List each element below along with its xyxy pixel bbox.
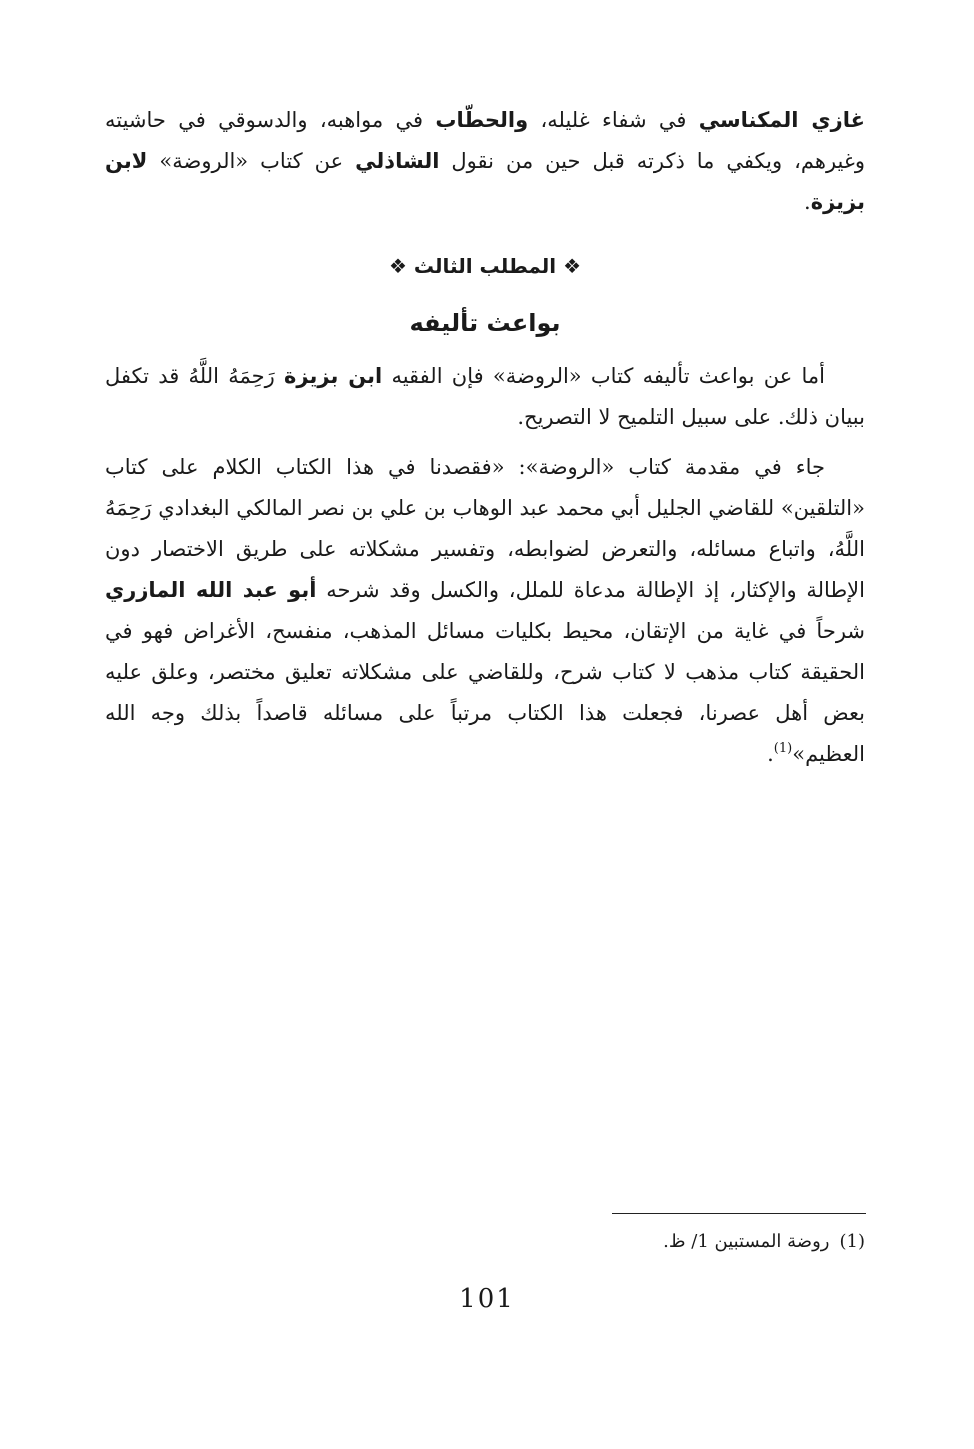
text-span: . bbox=[804, 190, 811, 214]
paragraph-intro bbox=[105, 100, 865, 223]
text-span: . bbox=[767, 742, 774, 766]
footnote-reference[interactable]: (1) bbox=[773, 741, 793, 756]
section-title: بواعث تأليفه bbox=[409, 309, 561, 337]
paragraph-quote bbox=[105, 447, 865, 775]
text-span: في مواهبه، والدسوقي في حاشيته وغيرهم، ويكفي ما ذكرته قبل حين من نقول bbox=[105, 108, 865, 173]
name-ghazi-al-miknasi: غازي المكناسي bbox=[698, 108, 865, 132]
footnote-divider bbox=[612, 1213, 866, 1214]
footnote-text: روضة المستبين 1/ ظ. bbox=[663, 1231, 830, 1252]
name-ibn-bazizah: ابن بزيزة bbox=[284, 364, 383, 388]
name-al-hattab: والحطّاب bbox=[435, 108, 529, 132]
paragraph-motives bbox=[105, 356, 865, 438]
name-ibn-bazizah: لابن بزيزة bbox=[105, 149, 865, 214]
text-span: عن كتاب «الروضة» bbox=[147, 149, 356, 173]
footnote bbox=[105, 1225, 865, 1259]
name-al-shadhili: الشاذلي bbox=[355, 149, 440, 173]
name-al-mazari: أبو عبد الله المازري bbox=[105, 578, 317, 602]
footnote-number: (1) bbox=[839, 1231, 865, 1252]
page-number: 101 bbox=[459, 1284, 515, 1314]
text-span: جاء في مقدمة كتاب «الروضة»: «فقصدنا في هذا الكتاب الكلام على كتاب «التلقين» للقاضي الجليل أبي محمد عبد الوهاب بن علي بن نصر المالكي البغدادي رَحِمَهُ اللَّهُ، واتباع مسائله، والتعرض لضوابطه، وتفسير مشكلاته على طريق الاختصار دون الإطالة والإكثار، إذ الإطالة مدعاة للملل، والكسل وقد شرحه bbox=[105, 455, 865, 602]
section-heading: ❖ المطلب الثالث ❖ bbox=[388, 254, 582, 278]
text-span: شرحاً في غاية من الإتقان، محيط بكليات مسائل المذهب، منفسح، الأغراض فهو في الحقيقة كتاب مذهب لا كتاب شرح، وللقاضي على مشكلاته تعليق مختصر، وعلق عليه بعض أهل عصرنا، فجعلت هذا الكتاب مرتباً على مسائله قاصداً بذلك وجه الله العظيم» bbox=[105, 619, 865, 766]
text-span: أما عن بواعث تأليفه كتاب «الروضة» فإن الفقيه bbox=[382, 364, 825, 388]
text-span: في شفاء غليله، bbox=[528, 108, 699, 132]
text-span: رَحِمَهُ اللَّهُ قد تكفل ببيان ذلك. على سبيل التلميح لا التصريح. bbox=[105, 364, 865, 429]
